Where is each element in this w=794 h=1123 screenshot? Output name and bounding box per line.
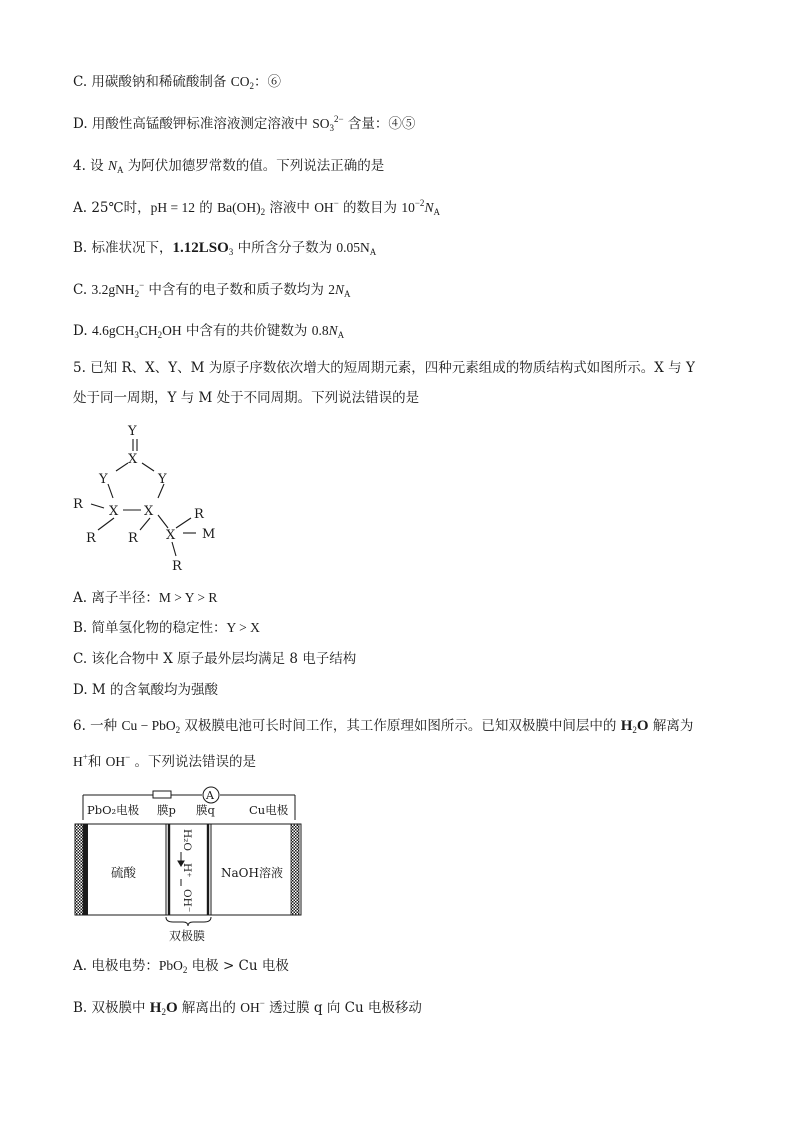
q5-option-a: A. 离子半径：M > Y > R [73,590,218,606]
membrane-brace [166,917,211,926]
q6-option-b: B. 双极膜中 $H_2O$ 解离出的 OH− 透过膜 q 向 Cu 电极移动 [73,998,422,1017]
q3-option-d: D. 用酸性高锰酸钾标准溶液测定溶液中 $SO_3^{2-}$ 含量：④⑤ [73,114,416,133]
q5-option-b: B. 简单氢化物的稳定性：Y > X [73,620,260,636]
structure-y-top: Y [128,424,137,439]
right-solution-label: NaOH溶液 [221,866,283,880]
structure-r-left-bottom: R [86,531,96,546]
membrane-q-label: 膜q [196,803,215,817]
structure-m-right: M [202,527,216,542]
q5-stem-line2: 处于同一周期，Y 与 M 处于不同周期。下列说法错误的是 [73,390,420,406]
q5-option-d: D. M 的含氧酸均为强酸 [73,682,219,698]
q4-option-c: C. 3.2gNH$_2$− 中含有的电子数和质子数均为 $2N_A$ [73,280,351,299]
structure-x-top: X [128,452,138,467]
structure-r-right-top: R [194,507,204,522]
q6-stem-line2: H+和 OH− 。下列说法错误的是 [73,752,256,770]
left-electrode [75,824,83,915]
structure-r-left-end: R [73,497,83,512]
ion-oh-label: OH⁻ [181,889,193,913]
q6-cell-diagram [73,784,313,944]
resistor [153,791,171,798]
q4-stem: 4. 设 $N_A$ 为阿伏加德罗常数的值。下列说法正确的是 [73,158,385,175]
q6-option-a: A. 电极电势：PbO$_2$ 电极 > Cu 电极 [73,958,289,975]
right-electrode [291,824,299,915]
structure-x-mid: X [144,504,154,519]
q6-stem-line1: 6. 一种 Cu − PbO$_2$ 双极膜电池可长时间工作，其工作原理如图所示。已知双极膜中间层中的 $H_2O$ 解离为 [73,718,694,735]
structure-r-mid-bottom: R [128,531,138,546]
structure-bonds [91,439,196,556]
q4-option-d: D. $4.6gCH_3CH_2OH$ 中含有的共价键数为 $0.8N_A$ [73,323,345,340]
structure-x-right: X [166,528,176,543]
structure-r-right-bottom: R [172,559,182,574]
right-electrode-label: Cu电极 [249,803,289,817]
q4-option-a: A. 25℃时，pH = 12 的 $Ba(OH)_2$ 溶液中 OH− 的数目为 $10^{-2}N_A$ [73,198,440,217]
structure-y-left: Y [99,472,108,487]
structure-x-left: X [109,504,119,519]
left-electrode-label: PbO₂电极 [87,803,140,817]
membrane-species [181,829,193,912]
q5-structure-diagram [68,418,288,578]
q5-option-c: C. 该化合物中 X 原子最外层均满足 8 电子结构 [73,651,357,667]
ion-h-label: H⁺ [181,863,193,878]
q5-stem-line1: 5. 已知 R、X、Y、M 为原子序数依次增大的短周期元素，四种元素组成的物质结构式如图所示。X 与 Y [73,360,695,376]
q4-option-b: B. 标准状况下，$1.12LSO_3$ 中所含分子数为 $0.05N_A$ [73,240,377,257]
structure-y-right: Y [158,472,167,487]
ion-h2o-label: H₂O [181,829,193,851]
ammeter-label: A [206,789,214,802]
left-electrode-plate [83,824,88,915]
q3-option-c: C. 用碳酸钠和稀硫酸制备 $CO_2$：⑥ [73,74,281,91]
membrane-p-label: 膜p [157,803,176,817]
membrane-label: 双极膜 [169,929,206,943]
left-solution-label: 硫酸 [111,865,137,880]
